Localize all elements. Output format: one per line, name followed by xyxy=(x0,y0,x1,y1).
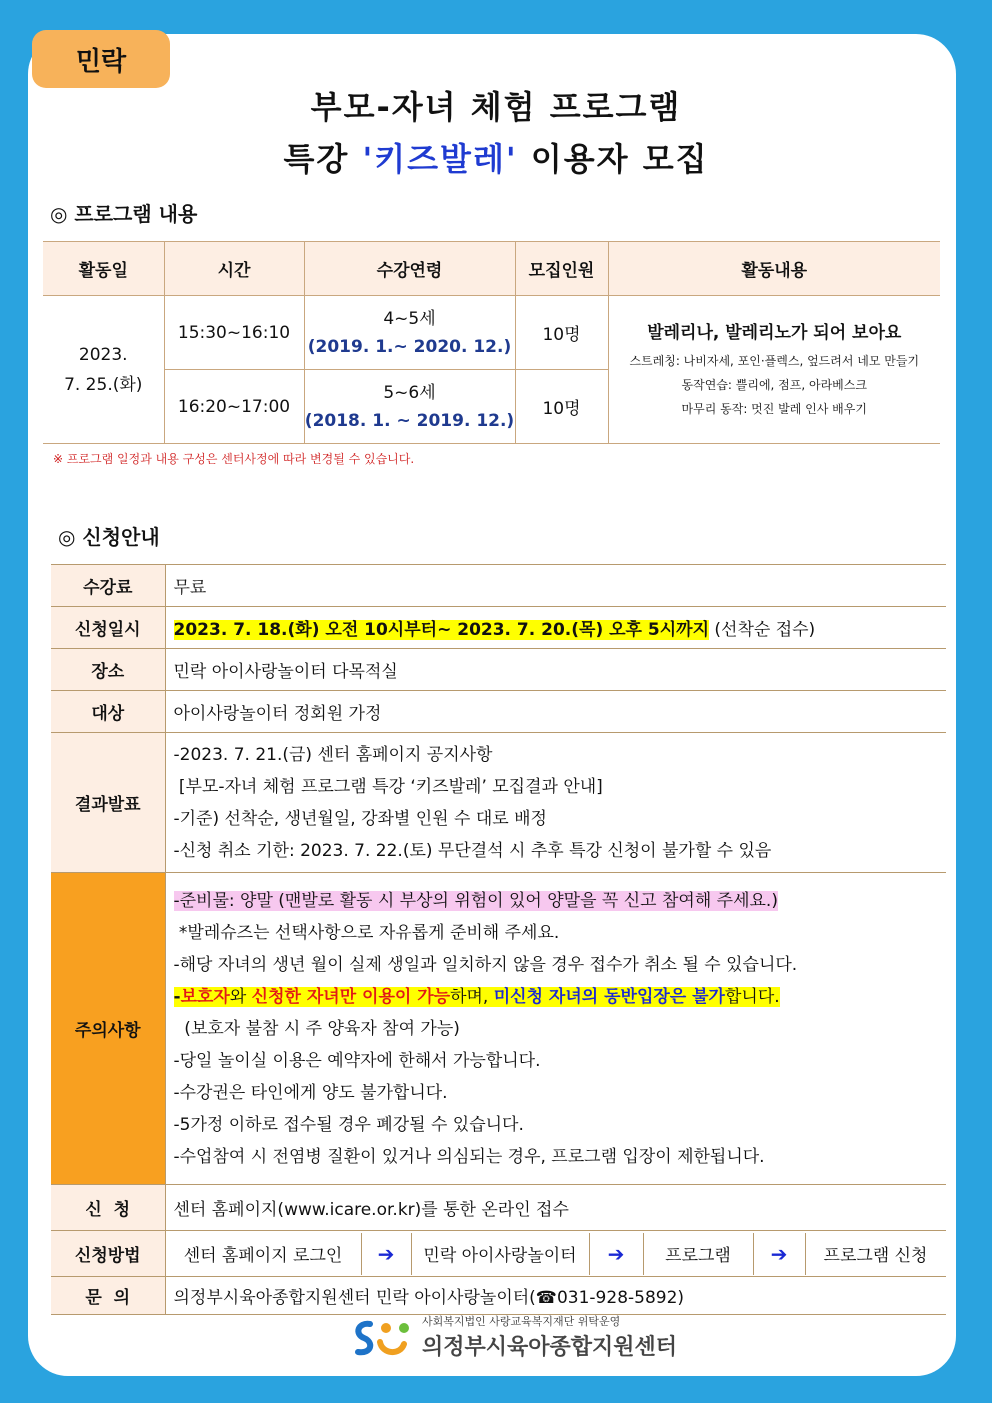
footer-operator: 사회복지법인 사랑교육복지재단 위탁운영 xyxy=(422,1315,621,1328)
activity-main: 발레리나, 발레리노가 되어 보아요 xyxy=(647,323,902,343)
value-target: 아이사랑놀이터 정회원 가정 xyxy=(165,691,946,733)
arrow-icon: ➔ xyxy=(362,1233,412,1275)
row-method xyxy=(51,1231,946,1277)
value-place: 민락 아이사랑놀이터 다목적실 xyxy=(165,649,946,691)
caution-guardian: 보호자 xyxy=(180,986,230,1007)
activity-date xyxy=(43,296,164,444)
footer-center-name: 의정부시육아종합지원센터 xyxy=(422,1335,678,1360)
activity-content xyxy=(608,296,940,444)
row-contact xyxy=(51,1277,946,1315)
title-line2 xyxy=(0,134,992,180)
section-apply-title: ◎ 신청안내 xyxy=(58,525,160,549)
label-apply: 신 청 xyxy=(51,1185,165,1231)
label-contact: 문 의 xyxy=(51,1277,165,1315)
caution-end: 합니다. xyxy=(724,986,780,1007)
center-logo-icon xyxy=(350,1314,416,1360)
value-contact: 의정부시육아종합지원센터 민락 아이사랑놀이터(☎031-928-5892) xyxy=(165,1277,946,1315)
program-table xyxy=(43,241,940,444)
session-age xyxy=(304,370,515,444)
caution-only-applied: 신청한 자녀만 이용이 가능 xyxy=(251,986,451,1007)
row-place xyxy=(51,649,946,691)
schedule-note: ※ 프로그램 일정과 내용 구성은 센터사정에 따라 변경될 수 있습니다. xyxy=(53,452,415,466)
label-place: 장소 xyxy=(51,649,165,691)
header-age: 수강연령 xyxy=(304,242,515,296)
title-line1: 부모-자녀 체험 프로그램 xyxy=(310,88,682,126)
caution-socks: -준비물: 양말 (맨발로 활동 시 부상의 위험이 있어 양말을 꼭 신고 참여해 주세요.) xyxy=(173,890,778,911)
row-target xyxy=(51,691,946,733)
header-activity: 활동내용 xyxy=(608,242,940,296)
step-apply: 프로그램 신청 xyxy=(823,1246,928,1266)
label-caution: 주의사항 xyxy=(51,873,165,1185)
result-line: -2023. 7. 21.(금) 센터 홈페이지 공지사항 xyxy=(173,744,493,765)
method-steps xyxy=(166,1233,947,1275)
caution-dash: - xyxy=(173,986,181,1007)
table-row xyxy=(43,296,940,370)
row-apply-date xyxy=(51,607,946,649)
value-method xyxy=(165,1231,946,1277)
session-age xyxy=(304,296,515,370)
caution-line xyxy=(174,981,939,1013)
arrow-icon: ➔ xyxy=(590,1233,644,1275)
value-result xyxy=(165,733,946,873)
section-program-title: ◎ 프로그램 내용 xyxy=(50,202,198,226)
label-target: 대상 xyxy=(51,691,165,733)
row-caution xyxy=(51,873,946,1185)
apply-date-highlight: 2023. 7. 18.(화) 오전 10시부터~ 2023. 7. 20.(목) 오후 5시까지 xyxy=(173,620,709,640)
result-line: -기준) 선착순, 생년월일, 강좌별 인원 수 대로 배정 xyxy=(173,808,547,829)
footer-logo xyxy=(350,1313,677,1361)
caution-line: -5가정 이하로 접수될 경우 폐강될 수 있습니다. xyxy=(173,1114,524,1135)
label-fee: 수강료 xyxy=(51,565,165,607)
header-date: 활동일 xyxy=(43,242,164,296)
caution-comma: 하며, xyxy=(450,986,494,1007)
apply-info-table xyxy=(51,564,946,1315)
activity-finish: 마무리 동작: 멋진 발레 인사 배우기 xyxy=(681,402,867,416)
session-count: 10명 xyxy=(515,370,608,444)
age-text: 5~6세 xyxy=(383,382,436,403)
step-playground: 민락 아이사랑놀이터 xyxy=(412,1233,590,1275)
caution-line: -당일 놀이실 이용은 예약자에 한해서 가능합니다. xyxy=(173,1050,541,1071)
caution-line: -해당 자녀의 생년 월이 실제 생일과 일치하지 않을 경우 접수가 취소 될 수 있습니다. xyxy=(173,954,798,975)
date-line1: 2023. xyxy=(78,344,128,365)
step-login: 센터 홈페이지 로그인 xyxy=(166,1233,362,1275)
caution-no-sibling: 미신청 자녀의 동반입장은 불가 xyxy=(493,986,725,1007)
value-apply: 센터 홈페이지(www.icare.or.kr)를 통한 온라인 접수 xyxy=(165,1185,946,1231)
value-caution xyxy=(165,873,946,1185)
activity-practice: 동작연습: 쁠리에, 점프, 아라베스크 xyxy=(681,378,867,392)
caution-line: (보호자 불참 시 주 양육자 참여 가능) xyxy=(173,1018,460,1039)
caution-line: -수강권은 타인에게 양도 불가합니다. xyxy=(173,1082,448,1103)
date-line2: 7. 25.(화) xyxy=(64,374,143,395)
value-apply-date xyxy=(165,607,946,649)
age-range: (2019. 1.~ 2020. 12.) xyxy=(307,336,512,357)
program-header-row xyxy=(43,242,940,296)
caution-line: *발레슈즈는 선택사항으로 자유롭게 준비해 주세요. xyxy=(173,922,560,943)
session-count: 10명 xyxy=(515,296,608,370)
session-time: 16:20~17:00 xyxy=(164,370,304,444)
title-line2-post: 이용자 모집 xyxy=(530,140,709,178)
header-time: 시간 xyxy=(164,242,304,296)
header-count: 모집인원 xyxy=(515,242,608,296)
label-method: 신청방법 xyxy=(51,1231,165,1277)
arrow-icon: ➔ xyxy=(754,1233,806,1275)
caution-line: -수업참여 시 전염병 질환이 있거나 의심되는 경우, 프로그램 입장이 제한됩니다. xyxy=(173,1146,765,1167)
label-apply-date: 신청일시 xyxy=(51,607,165,649)
result-line: -신청 취소 기한: 2023. 7. 22.(토) 무단결석 시 추후 특강 신청이 불가할 수 있음 xyxy=(173,840,772,861)
step-program: 프로그램 xyxy=(644,1233,754,1275)
title-line2-pre: 특강 xyxy=(283,140,350,178)
session-time: 15:30~16:10 xyxy=(164,296,304,370)
age-range: (2018. 1. ~ 2019. 12.) xyxy=(304,410,515,431)
caution-line xyxy=(174,885,939,917)
value-fee: 무료 xyxy=(165,565,946,607)
result-line: [부모-자녀 체험 프로그램 특강 ‘키즈발레’ 모집결과 안내] xyxy=(173,776,603,797)
row-fee xyxy=(51,565,946,607)
row-apply xyxy=(51,1185,946,1231)
age-text: 4~5세 xyxy=(383,308,436,329)
title-kids-ballet: '키즈발레' xyxy=(362,140,518,178)
caution-and: 와 xyxy=(229,986,252,1007)
row-result xyxy=(51,733,946,873)
apply-date-rest: (선착순 접수) xyxy=(709,620,816,640)
branch-tag: 민락 xyxy=(32,30,170,88)
label-result: 결과발표 xyxy=(51,733,165,873)
activity-stretch: 스트레칭: 나비자세, 포인·플렉스, 엎드려서 네모 만들기 xyxy=(629,354,920,368)
caution-guardian-highlight xyxy=(174,987,780,1007)
